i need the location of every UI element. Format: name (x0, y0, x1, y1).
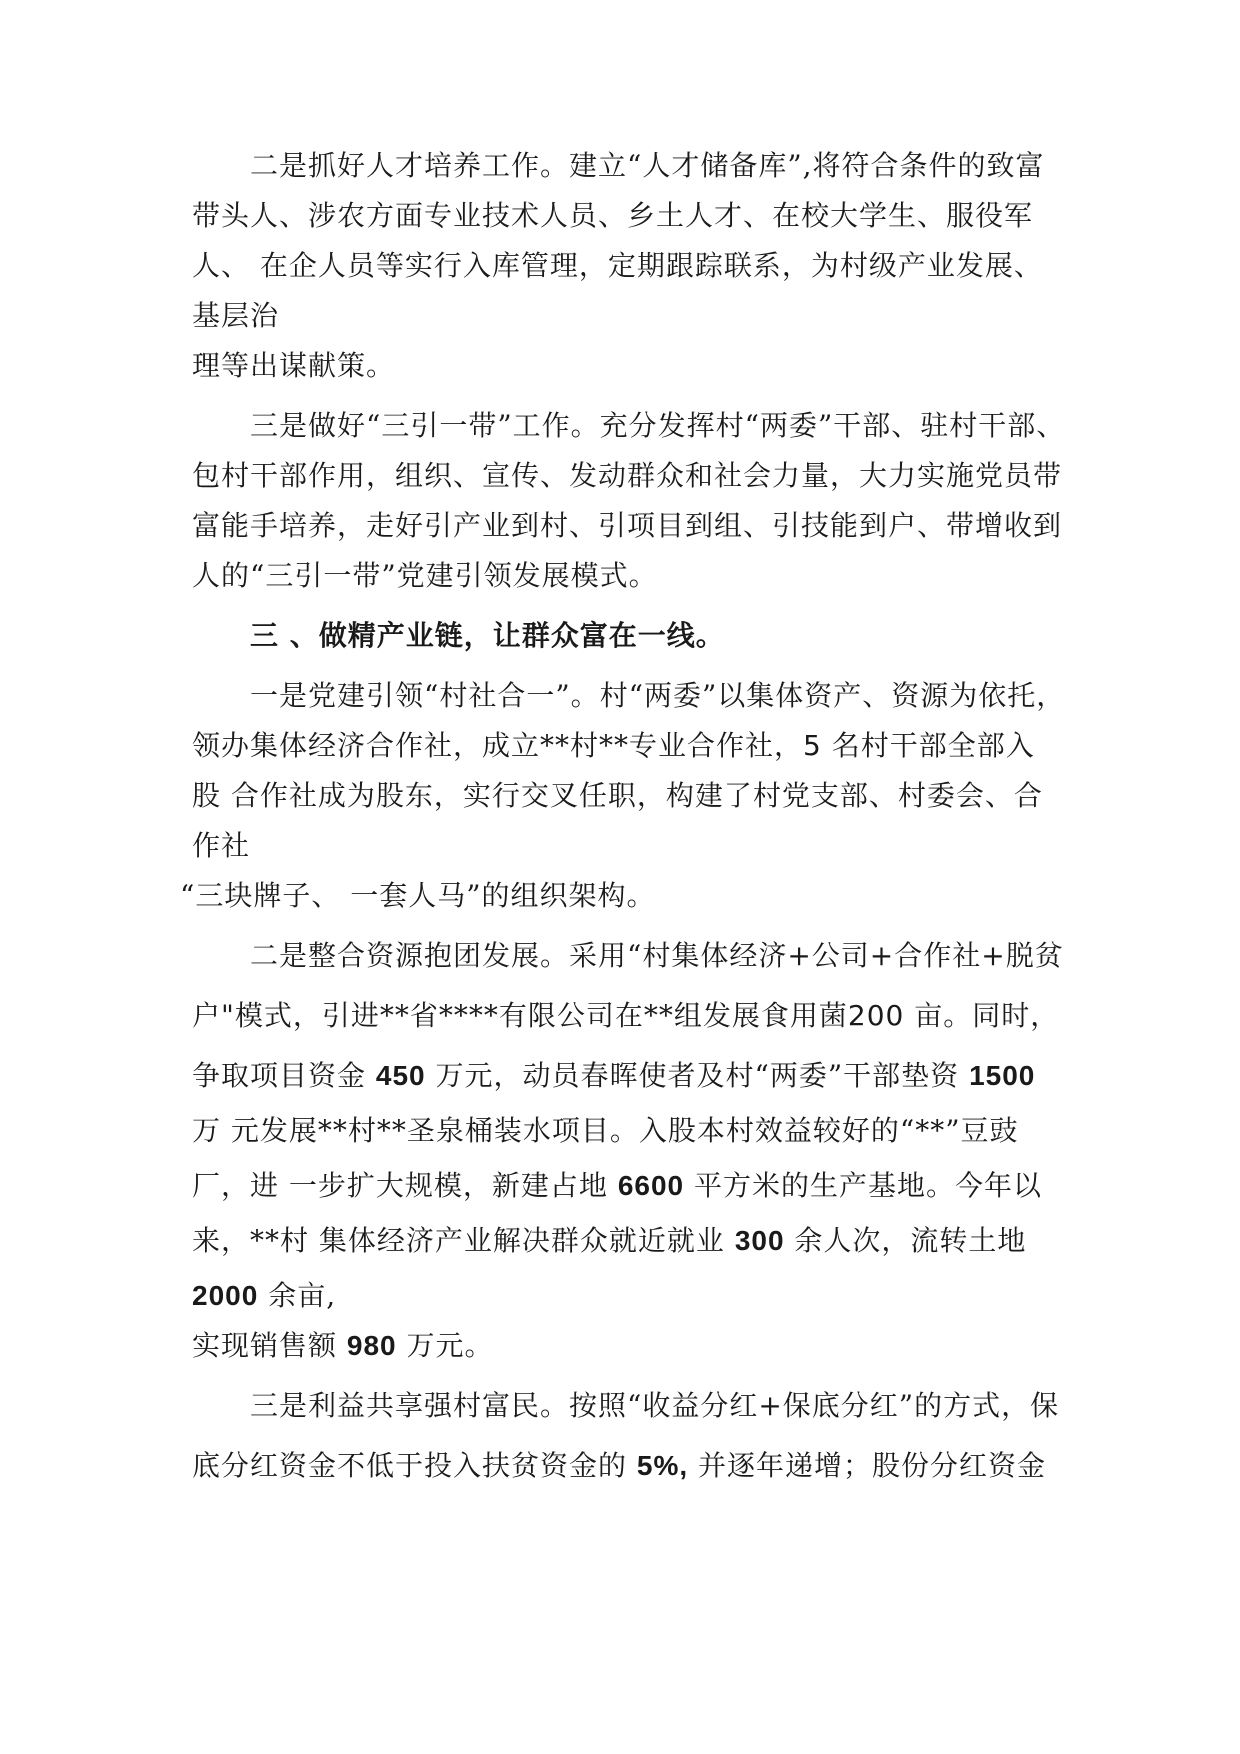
text-segment: 余亩, (258, 1279, 337, 1312)
text-segment: 余人次，流转土地 (784, 1224, 1027, 1257)
text-segment: 户"模式，引进**省****有限公司在**组发展食用菌 (192, 999, 848, 1032)
number-segment: 980 (346, 1330, 397, 1361)
paragraph-line: 三是利益共享强村富民。按照“收益分红+保底分红”的方式，保 (250, 1389, 1060, 1422)
paragraph-line (192, 728, 1035, 764)
paragraph-line (192, 1328, 494, 1364)
paragraph-line (192, 1278, 336, 1314)
section-heading: 三 、做精产业链，让群众富在一线。 (250, 619, 725, 652)
text-segment: 底分红资金不低于投入扶贫资金的 (192, 1449, 637, 1482)
paragraph-line: 二是整合资源抱团发展。采用“村集体经济+公司+合作社+脱贫 (250, 939, 1064, 972)
text-segment: 领办集体经济合作社，成立**村**专业合作社， (192, 729, 804, 762)
text-segment: 万元，动员春晖使者及村“两委”干部垫资 (425, 1059, 970, 1092)
number-segment: 6600 (617, 1170, 685, 1201)
number-segment: 300 (734, 1225, 785, 1256)
text-segment: 厂，进 一步扩大规模，新建占地 (192, 1169, 618, 1202)
text-segment: 平方米的生产基地。今年以 (684, 1169, 1043, 1202)
text-segment: 亩。同时， (904, 999, 1060, 1032)
paragraph-line: 三是做好“三引一带”工作。充分发挥村“两委”干部、驻村干部、 (250, 409, 1066, 442)
paragraph-line: 人、 在企人员等实行入库管理，定期跟踪联系，为村级产业发展、 (192, 249, 1043, 282)
paragraph-line (192, 1058, 1035, 1094)
paragraph-line: 富能手培养，走好引产业到村、引项目到组、引技能到户、带增收到 (192, 509, 1063, 542)
number-segment: 1500 (969, 1060, 1036, 1091)
paragraph-line: 包村干部作用，组织、宣传、发动群众和社会力量，大力实施党员带 (192, 459, 1063, 492)
number-segment: 2000 (192, 1280, 259, 1311)
paragraph-line (192, 1448, 1046, 1484)
paragraph-line: 一是党建引领“村社合一”。村“两委”以集体资产、资源为依托， (250, 679, 1066, 712)
text-segment: 争取项目资金 (192, 1059, 376, 1092)
paragraph-line (192, 1223, 1026, 1259)
text-segment: 万元。 (396, 1329, 494, 1362)
paragraph-line: 带头人、涉农方面专业技术人员、乡土人才、在校大学生、服役军 (192, 199, 1034, 232)
number-segment: 450 (375, 1060, 426, 1091)
paragraph-line (192, 998, 1059, 1034)
text-segment: 并逐年递增；股份分红资金 (688, 1449, 1047, 1482)
number-segment: 5%, (636, 1450, 689, 1481)
paragraph-line: 基层治 (192, 299, 280, 332)
paragraph-line: 理等出谋献策。 (192, 349, 396, 382)
text-segment: 来，**村 集体经济产业解决群众就近就业 (192, 1224, 735, 1257)
number-segment: 5 (803, 729, 822, 762)
text-segment: 实现销售额 (192, 1329, 347, 1362)
text-segment: 名村干部全部入 (821, 729, 1035, 762)
paragraph-line: 二是抓好人才培养工作。建立“人才储备库”,将符合条件的致富 (250, 149, 1045, 182)
paragraph-line: 股 合作社成为股东，实行交叉任职，构建了村党支部、村委会、合 (192, 779, 1043, 812)
paragraph-line (192, 1168, 1042, 1204)
paragraph-line: 作社 (192, 829, 251, 862)
number-segment: 200 (847, 999, 905, 1032)
paragraph-line: 人的“三引一带”党建引领发展模式。 (192, 559, 658, 592)
paragraph-line: 万 元发展**村**圣泉桶装水项目。入股本村效益较好的“**”豆豉 (192, 1114, 1019, 1147)
paragraph-line: “三块牌子、 一套人马”的组织架构。 (180, 879, 656, 912)
